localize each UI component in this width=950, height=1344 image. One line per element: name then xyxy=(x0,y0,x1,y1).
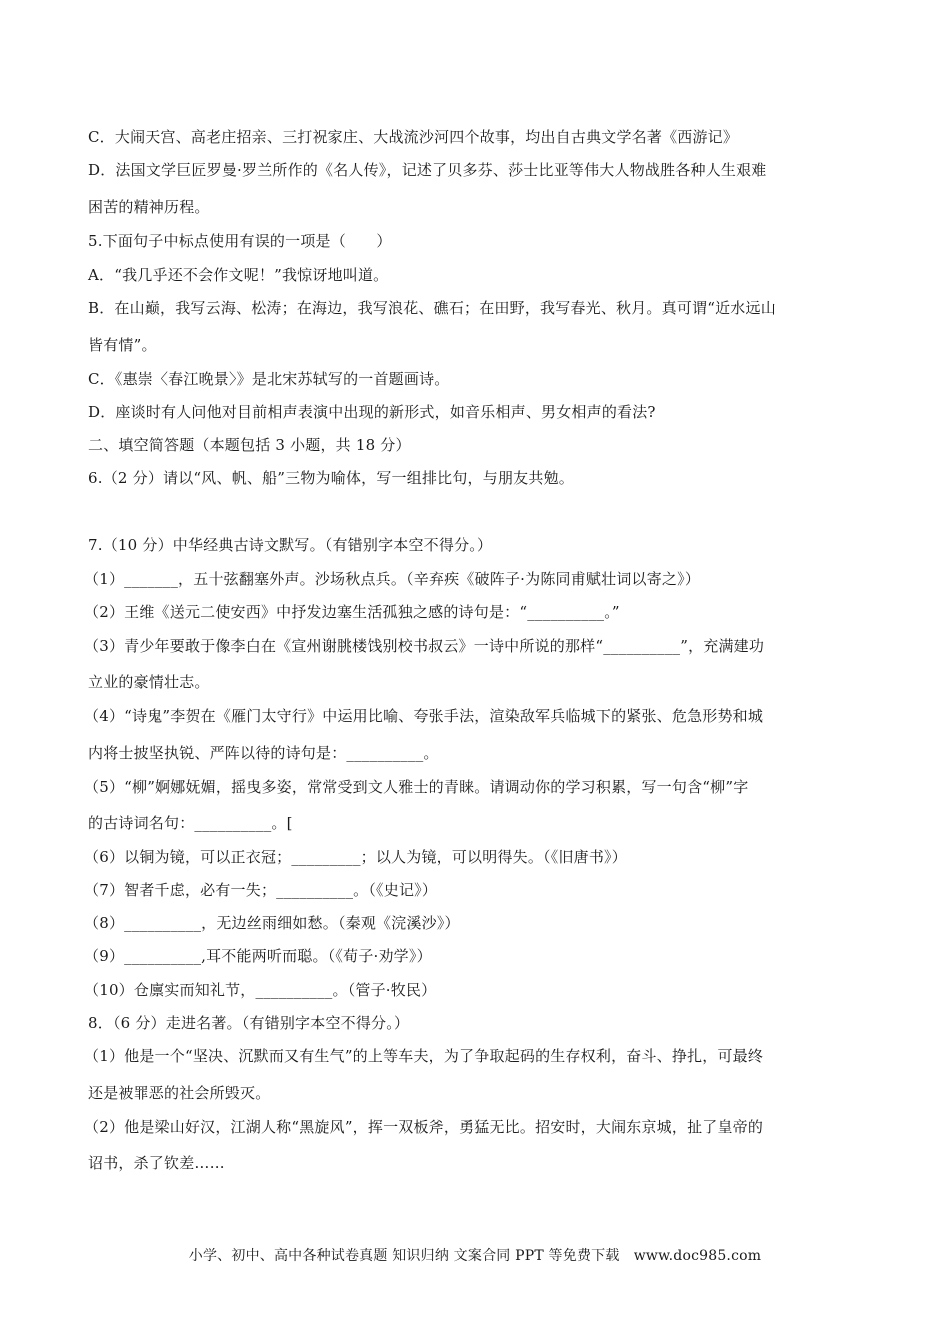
question-6: 6.（2 分）请以“风、帆、船”三物为喻体，写一组排比句，与朋友共勉。 xyxy=(88,469,574,487)
option-b-q5: B．在山巅，我写云海、松涛；在海边，我写浪花、礁石；在田野，我写春光、秋月。真可谓“近水远山 xyxy=(88,299,776,317)
option-c-q5: C．《惠崇〈春江晚景〉》是北宋苏轼写的一首题画诗。 xyxy=(88,370,450,388)
q7-item-3: （3）青少年要敢于像李白在《宣州谢朓楼饯别校书叔云》一诗中所说的那样“__________”，充满建功 xyxy=(84,637,765,655)
option-d-q4: D．法国文学巨匠罗曼·罗兰所作的《名人传》，记述了贝多芬、莎士比亚等伟大人物战胜各种人生艰难 xyxy=(88,161,767,179)
q8-item-2: （2）他是梁山好汉，江湖人称“黑旋风”，挥一双板斧，勇猛无比。招安时，大闹东京城，扯了皇帝的 xyxy=(84,1118,764,1136)
option-d-q5: D．座谈时有人问他对目前相声表演中出现的新形式，如音乐相声、男女相声的看法? xyxy=(88,403,656,421)
q8-item-1: （1）他是一个“坚决、沉默而又有生气”的上等车夫，为了争取起码的生存权利，奋斗、挣扎，可最终 xyxy=(84,1047,764,1065)
q7-item-5: （5）“柳”婀娜妩媚，摇曳多姿，常常受到文人雅士的青睐。请调动你的学习积累，写一句含“柳”字 xyxy=(84,778,749,796)
page-footer: 小学、初中、高中各种试卷真题 知识归纳 文案合同 PPT 等免费下载 www.doc985.com xyxy=(188,1248,762,1264)
q7-item-4-cont: 内将士披坚执锐、严阵以待的诗句是：__________。 xyxy=(88,744,439,762)
option-d-q4-cont: 困苦的精神历程。 xyxy=(88,198,210,216)
q7-item-10: （10）仓廪实而知礼节，__________。（管子·牧民） xyxy=(84,981,437,999)
q7-item-8: （8）__________，无边丝雨细如愁。（秦观《浣溪沙》） xyxy=(84,914,460,932)
option-a-q5: A．“我几乎还不会作文呢！”我惊讶地叫道。 xyxy=(88,266,389,284)
q7-item-5-cont: 的古诗词名句：__________。[ xyxy=(88,814,293,832)
option-c-q4: C．大闹天宫、高老庄招亲、三打祝家庄、大战流沙河四个故事，均出自古典文学名著《西游记》 xyxy=(88,128,739,146)
q8-item-1-cont: 还是被罪恶的社会所毁灭。 xyxy=(88,1084,271,1102)
q7-item-6: （6）以铜为镜，可以正衣冠；_________；以人为镜，可以明得失。（《旧唐书》） xyxy=(84,848,627,866)
q7-item-1: （1）_______，五十弦翻塞外声。沙场秋点兵。（辛弃疾《破阵子·为陈同甫赋壮词以寄之》） xyxy=(84,570,701,588)
option-b-q5-cont: 皆有情”。 xyxy=(88,336,157,354)
q7-item-3-cont: 立业的豪情壮志。 xyxy=(88,673,210,691)
question-7: 7.（10 分）中华经典古诗文默写。（有错别字本空不得分。） xyxy=(88,536,493,554)
q7-item-9: （9）__________,耳不能两听而聪。（《荀子·劝学》） xyxy=(84,947,432,965)
q8-item-2-cont: 诏书，杀了钦差…… xyxy=(88,1154,225,1172)
question-8: 8．（6 分）走进名著。（有错别字本空不得分。） xyxy=(88,1014,410,1032)
q7-item-7: （7）智者千虑，必有一失；__________。（《史记》） xyxy=(84,881,438,899)
q7-item-4: （4）“诗鬼”李贺在《雁门太守行》中运用比喻、夸张手法，渲染敌军兵临城下的紧张、危急形势和城 xyxy=(84,707,764,725)
section-2-heading: 二、填空简答题（本题包括 3 小题，共 18 分） xyxy=(88,436,411,454)
question-5: 5.下面句子中标点使用有误的一项是（ ） xyxy=(88,232,392,250)
q7-item-2: （2）王维《送元二使安西》中抒发边塞生活孤独之感的诗句是：“__________。” xyxy=(84,603,620,621)
